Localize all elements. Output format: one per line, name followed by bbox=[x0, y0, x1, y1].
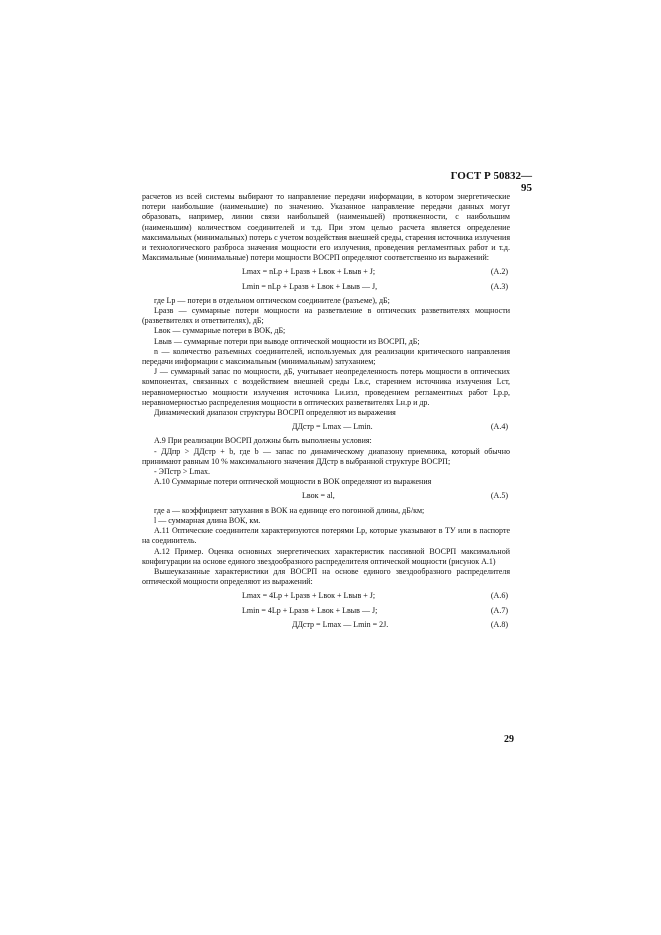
formula-a6 bbox=[142, 591, 510, 601]
clause-a9: А.9 При реализации ВОСРП должны быть выполнены условия: bbox=[154, 436, 372, 446]
paragraph-intro: расчетов из всей системы выбирают то направление передачи информации, в котором энергетические потери наибольшие (наименьшие) по значению. Указанное направление передачи данных могут образовать, например, линии связи наибольшей (наименьшей) протяженности, с наибольшим (наименьшим) количеством соединителей и т.д. При этом целью расчета является определение максимальных (минимальных) потерь с учетом воздействия внешней среды, старения источника излучения и технологического разброса значения мощности его излучения, проведения регламентных работ и т.д. Максимальные (минимальные) потери мощности ВОСРП определяют соответственно из выражений: bbox=[142, 192, 510, 263]
formula-expression: ДДстр = Lmax — Lmin. bbox=[292, 422, 373, 432]
document-header: ГОСТ Р 50832—95 bbox=[450, 170, 532, 194]
formula-number: (А.2) bbox=[490, 267, 508, 277]
paragraph-dynamic-range: Динамический диапазон структуры ВОСРП определяют из выражения bbox=[154, 408, 396, 418]
formula-a8 bbox=[142, 620, 510, 630]
clause-a10: А.10 Суммарные потери оптической мощности в ВОК определяют из выражения bbox=[154, 477, 432, 487]
definition-n: n — количество разъемных соединителей, используемых для реализации критического направления передачи информации с максимальным (минимальным) затуханием; bbox=[142, 346, 510, 367]
formula-number: (А.6) bbox=[490, 591, 508, 601]
formula-number: (А.8) bbox=[490, 619, 508, 629]
formula-number: (А.7) bbox=[490, 605, 508, 615]
definition-l: l — суммарная длина ВОК, км. bbox=[154, 515, 261, 525]
definition-a: где а — коэффициент затухания в ВОК на единице его погонной длины, дБ/км; bbox=[154, 505, 425, 515]
formula-number: (А.3) bbox=[490, 281, 508, 291]
definition-j: J — суммарный запас по мощности, дБ, учитывает неопределенность потерь мощности в оптических компонентах, связанных с воздействием внешней среды Lв.с, старением источника излучения Lст, неравномерностью мощности излучения источника Lи.изл, проведением регламентных работ Lр.р, неравномерностью распределения мощности в оптических разветвителях Lн.р и др. bbox=[142, 367, 510, 407]
clause-a12: А.12 Пример. Оценка основных энергетических характеристик пассивной ВОСРП максимальной конфигурации на основе единого звездообразного распределителя оптической мощности (рисунок А.1) bbox=[142, 546, 510, 566]
clause-a11: А.11 Оптические соединители характеризуются потерями Lp, которые указывают в ТУ или в паспорте на соединитель. bbox=[142, 526, 510, 546]
formula-a5 bbox=[142, 491, 510, 501]
definition-lrazv: Lразв — суммарные потери мощности на разветвление в оптических разветвителях мощности (разветвителях и ответвителях), дБ; bbox=[142, 306, 510, 326]
definition-lp: где Lp — потери в отдельном оптическом соединителе (разъеме), дБ; bbox=[154, 295, 390, 305]
formula-expression: Lmin = nLp + Lразв + Lвок + Lвыв — J, bbox=[242, 281, 378, 291]
formula-number: (А.4) bbox=[490, 422, 508, 432]
formula-a7 bbox=[142, 606, 510, 616]
formula-expression: Lmax = 4Lp + Lразв + Lвок + Lвыв + J; bbox=[242, 591, 376, 601]
definition-lvok: Lвок — суммарные потери в ВОК, дБ; bbox=[154, 326, 286, 336]
paragraph-above: Вышеуказанные характеристики для ВОСРП на основе единого звездообразного распределителя оптической мощности определяют из выражений: bbox=[142, 566, 510, 587]
formula-a4 bbox=[142, 422, 510, 432]
page-number: 29 bbox=[504, 734, 514, 745]
formula-number: (А.5) bbox=[490, 491, 508, 501]
formula-expression: Lвок = al, bbox=[302, 491, 335, 501]
formula-expression: Lmin = 4Lp + Lразв + Lвок + Lвыв — J; bbox=[242, 605, 378, 615]
definition-lvyv: Lвыв — суммарные потери при выводе оптической мощности из ВОСРП, дБ; bbox=[154, 336, 420, 346]
clause-a9-condition-1: - ДДпр > ДДстр + b, где b — запас по динамическому диапазону приемника, который обычно принимают равным 10 % максимального значения ДДстр в выбранной структуре ВОСРП; bbox=[142, 446, 510, 466]
formula-expression: ДДстр = Lmax — Lmin = 2J. bbox=[292, 619, 389, 629]
formula-a3 bbox=[142, 282, 510, 292]
clause-a9-condition-2: - ЭПстр > Lmax. bbox=[154, 467, 211, 477]
formula-expression: Lmax = nLp + Lразв + Lвок + Lвыв + J; bbox=[242, 267, 376, 277]
formula-a2 bbox=[142, 267, 510, 277]
document-body bbox=[142, 192, 510, 634]
